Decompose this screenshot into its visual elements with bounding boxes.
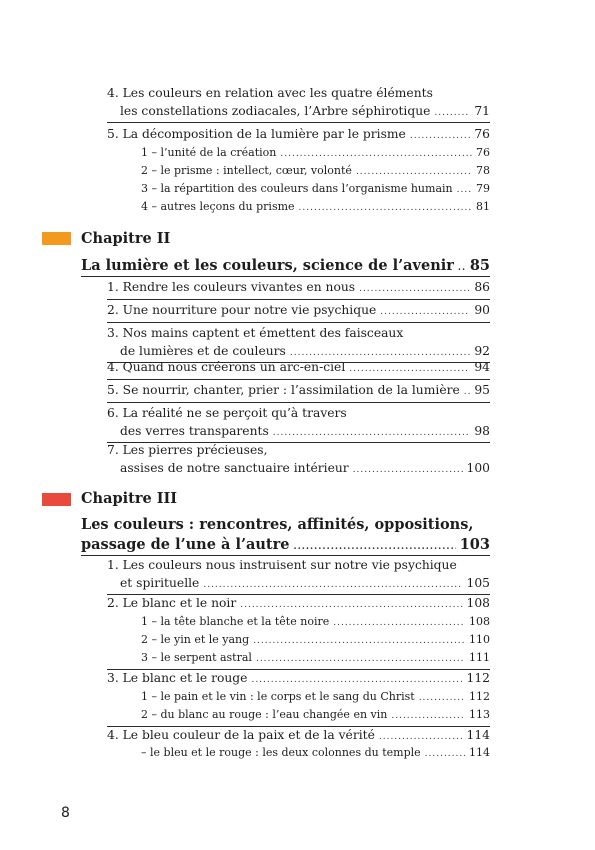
- entry-text: de lumières et de couleurs: [120, 344, 286, 358]
- page-number: 86: [474, 280, 490, 294]
- entry-text: 2 – du blanc au rouge : l’eau changée en vin: [141, 708, 388, 721]
- page-number: 94: [474, 360, 490, 374]
- page-number: 78: [476, 164, 490, 177]
- dot-leader: [294, 542, 456, 552]
- toc-entry: [107, 728, 490, 742]
- dot-leader: [410, 131, 471, 141]
- toc-subentry: [141, 200, 490, 213]
- page-number: 90: [474, 303, 490, 317]
- toc-entry-5: [107, 127, 490, 141]
- divider: [107, 594, 490, 595]
- chapter-title: [81, 536, 490, 553]
- toc-entry-line1: 6. La réalité ne se perçoit qu’à travers: [107, 406, 347, 420]
- page-number: 98: [474, 424, 490, 438]
- toc-subentry: [141, 708, 490, 721]
- dot-leader: [458, 263, 466, 273]
- divider: [107, 299, 490, 300]
- toc-entry-4: [120, 104, 490, 118]
- page-number: 76: [476, 146, 490, 159]
- dot-leader: [290, 348, 470, 358]
- toc-entry: [120, 576, 490, 590]
- dot-leader: [379, 732, 463, 742]
- entry-text: 1. Rendre les couleurs vivantes en nous: [107, 280, 356, 294]
- page-number: 114: [469, 746, 490, 759]
- entry-text: 4. Quand nous créerons un arc-en-ciel: [107, 360, 346, 374]
- dot-leader: [280, 149, 472, 159]
- toc-entry: [107, 596, 490, 610]
- dot-leader: [256, 654, 465, 664]
- toc-subentry: [141, 690, 490, 703]
- chapter-title-line1: Les couleurs : rencontres, affinités, oppositions,: [81, 516, 474, 533]
- chapter-color-bar: [42, 232, 71, 245]
- page-number: 108: [469, 615, 490, 628]
- toc-subentry: [141, 746, 490, 759]
- chapter-label: Chapitre II: [81, 230, 171, 247]
- toc-entry: [107, 383, 490, 397]
- toc-subentry: [141, 633, 490, 646]
- dot-leader: [425, 749, 465, 759]
- divider: [81, 555, 490, 556]
- entry-text: des verres transparents: [120, 424, 269, 438]
- entry-text: – le bleu et le rouge : les deux colonnes du temple: [141, 746, 421, 759]
- page-number: 103: [459, 536, 490, 553]
- toc-entry-line1: 1. Les couleurs nous instruisent sur notre vie psychique: [107, 558, 457, 572]
- toc-entry: [107, 671, 490, 685]
- page-number: 112: [469, 690, 490, 703]
- entry-text: 5. Se nourrir, chanter, prier : l’assimilation de la lumière: [107, 383, 460, 397]
- chapter-title: [81, 257, 490, 274]
- page-number: 111: [469, 651, 490, 664]
- toc-subentry: [141, 164, 490, 177]
- toc-subentry: [141, 182, 490, 195]
- toc-entry-4-line2: les constellations zodiacales, l’Arbre séphirotique: [120, 104, 431, 118]
- toc-entry: [107, 280, 490, 294]
- page-number: 76: [474, 127, 490, 141]
- entry-text: 1 – l’unité de la création: [141, 146, 277, 159]
- entry-text: 2 – le prisme : intellect, cœur, volonté: [141, 164, 352, 177]
- toc-subentry: [141, 615, 490, 628]
- entry-text: 5. La décomposition de la lumière par le prisme: [107, 127, 406, 141]
- dot-leader: [240, 600, 462, 610]
- entry-text: 2. Le blanc et le noir: [107, 596, 237, 610]
- chapter-title-text: passage de l’une à l’autre: [81, 536, 290, 553]
- page-number: 112: [466, 671, 490, 685]
- entry-text: 1 – la tête blanche et la tête noire: [141, 615, 330, 628]
- toc-entry: [120, 461, 490, 475]
- dot-leader: [356, 167, 472, 177]
- chapter-label: Chapitre III: [81, 490, 178, 507]
- entry-text: 3 – la répartition des couleurs dans l’organisme humain: [141, 182, 453, 195]
- entry-text: assises de notre sanctuaire intérieur: [120, 461, 349, 475]
- page-number: 85: [469, 257, 490, 274]
- divider: [81, 276, 490, 277]
- entry-text: et spirituelle: [120, 576, 200, 590]
- dot-leader: [464, 387, 471, 397]
- dot-leader: [253, 636, 465, 646]
- page-number: 108: [466, 596, 490, 610]
- dot-leader: [203, 580, 462, 590]
- entry-text: 3. Le blanc et le rouge: [107, 671, 248, 685]
- page-folio: 8: [61, 805, 70, 821]
- page-number: 110: [469, 633, 490, 646]
- page-number: 92: [474, 344, 490, 358]
- entry-text: 2 – le yin et le yang: [141, 633, 250, 646]
- dot-leader: [353, 465, 463, 475]
- page-number: 79: [476, 182, 490, 195]
- dot-leader: [299, 203, 472, 213]
- divider: [107, 669, 490, 670]
- entry-text: 4 – autres leçons du prisme: [141, 200, 295, 213]
- dot-leader: [273, 428, 471, 438]
- divider: [107, 322, 490, 323]
- dot-leader: [349, 364, 470, 374]
- entry-text: 3 – le serpent astral: [141, 651, 252, 664]
- divider: [107, 379, 490, 380]
- dot-leader: [380, 307, 470, 317]
- page-number: 105: [466, 576, 490, 590]
- dot-leader: [251, 675, 462, 685]
- page-number: 95: [474, 383, 490, 397]
- page-number: 114: [466, 728, 490, 742]
- toc-entry-line1: 7. Les pierres précieuses,: [107, 443, 268, 457]
- toc-entry-4-line1: 4. Les couleurs en relation avec les quatre éléments: [107, 86, 433, 100]
- chapter-title-text: La lumière et les couleurs, science de l’avenir: [81, 257, 454, 274]
- chapter-color-bar: [42, 493, 71, 506]
- toc-entry: [107, 303, 490, 317]
- dot-leader: [419, 693, 465, 703]
- page-number: 100: [466, 461, 490, 475]
- dot-leader: [359, 284, 470, 294]
- entry-text: 2. Une nourriture pour notre vie psychique: [107, 303, 377, 317]
- dot-leader: [333, 618, 465, 628]
- toc-subentry: [141, 146, 490, 159]
- toc-subentry: [141, 651, 490, 664]
- divider: [107, 726, 490, 727]
- dot-leader: [457, 185, 472, 195]
- page-number: 81: [476, 200, 490, 213]
- toc-entry: [120, 344, 490, 358]
- toc-entry: [120, 424, 490, 438]
- divider: [107, 122, 490, 123]
- toc-entry: [107, 360, 490, 374]
- divider: [107, 402, 490, 403]
- entry-text: 4. Le bleu couleur de la paix et de la vérité: [107, 728, 375, 742]
- entry-text: 1 – le pain et le vin : le corps et le sang du Christ: [141, 690, 415, 703]
- toc-entry-line1: 3. Nos mains captent et émettent des faisceaux: [107, 326, 404, 340]
- page-number: 71: [474, 104, 490, 118]
- page-number: 113: [469, 708, 490, 721]
- dot-leader: [434, 108, 470, 118]
- dot-leader: [391, 711, 465, 721]
